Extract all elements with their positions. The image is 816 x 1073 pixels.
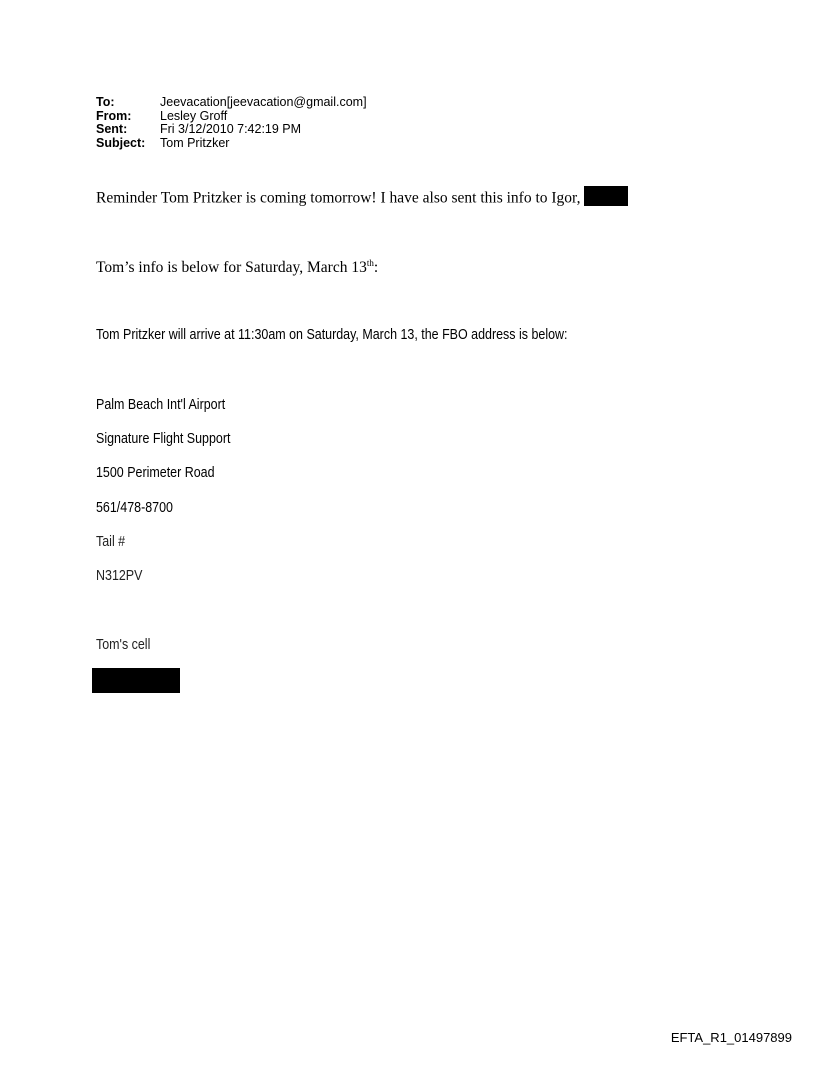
redaction-block-cell <box>92 668 180 693</box>
reminder-text: Reminder Tom Pritzker is coming tomorrow! I have also sent this info to Igor, <box>96 189 581 207</box>
sent-row <box>96 123 367 137</box>
ordinal-suffix: th <box>366 257 374 268</box>
address-airport: Palm Beach Int'l Airport <box>96 397 226 413</box>
info-colon: : <box>373 259 379 276</box>
reminder-line <box>96 189 628 209</box>
to-row <box>96 96 367 110</box>
cell-label: Tom's cell <box>96 637 151 653</box>
subject-label: Subject: <box>96 135 146 150</box>
from-value: Lesley Groff <box>160 108 228 123</box>
tail-label: Tail # <box>96 534 126 550</box>
sent-value: Fri 3/12/2010 7:42:19 PM <box>160 122 302 136</box>
subject-row <box>96 137 367 151</box>
info-text: Tom’s info is below for Saturday, March 13 <box>96 259 367 276</box>
redaction-block <box>584 186 628 206</box>
arrival-line: Tom Pritzker will arrive at 11:30am on Saturday, March 13, the FBO address is below: <box>96 327 568 343</box>
document-id: EFTA_R1_01497899 <box>670 1030 792 1045</box>
subject-value: Tom Pritzker <box>160 135 230 150</box>
sent-label: Sent: <box>96 122 128 136</box>
tail-number: N312PV <box>96 568 143 584</box>
to-value: Jeevacation[jeevacation@gmail.com] <box>160 95 367 109</box>
from-row <box>96 110 367 124</box>
from-label: From: <box>96 108 132 123</box>
address-fbo: Signature Flight Support <box>96 431 231 447</box>
to-label: To: <box>96 95 115 109</box>
info-line <box>96 259 378 277</box>
address-phone: 561/478-8700 <box>96 500 173 516</box>
address-street: 1500 Perimeter Road <box>96 465 215 481</box>
email-header <box>96 96 367 150</box>
